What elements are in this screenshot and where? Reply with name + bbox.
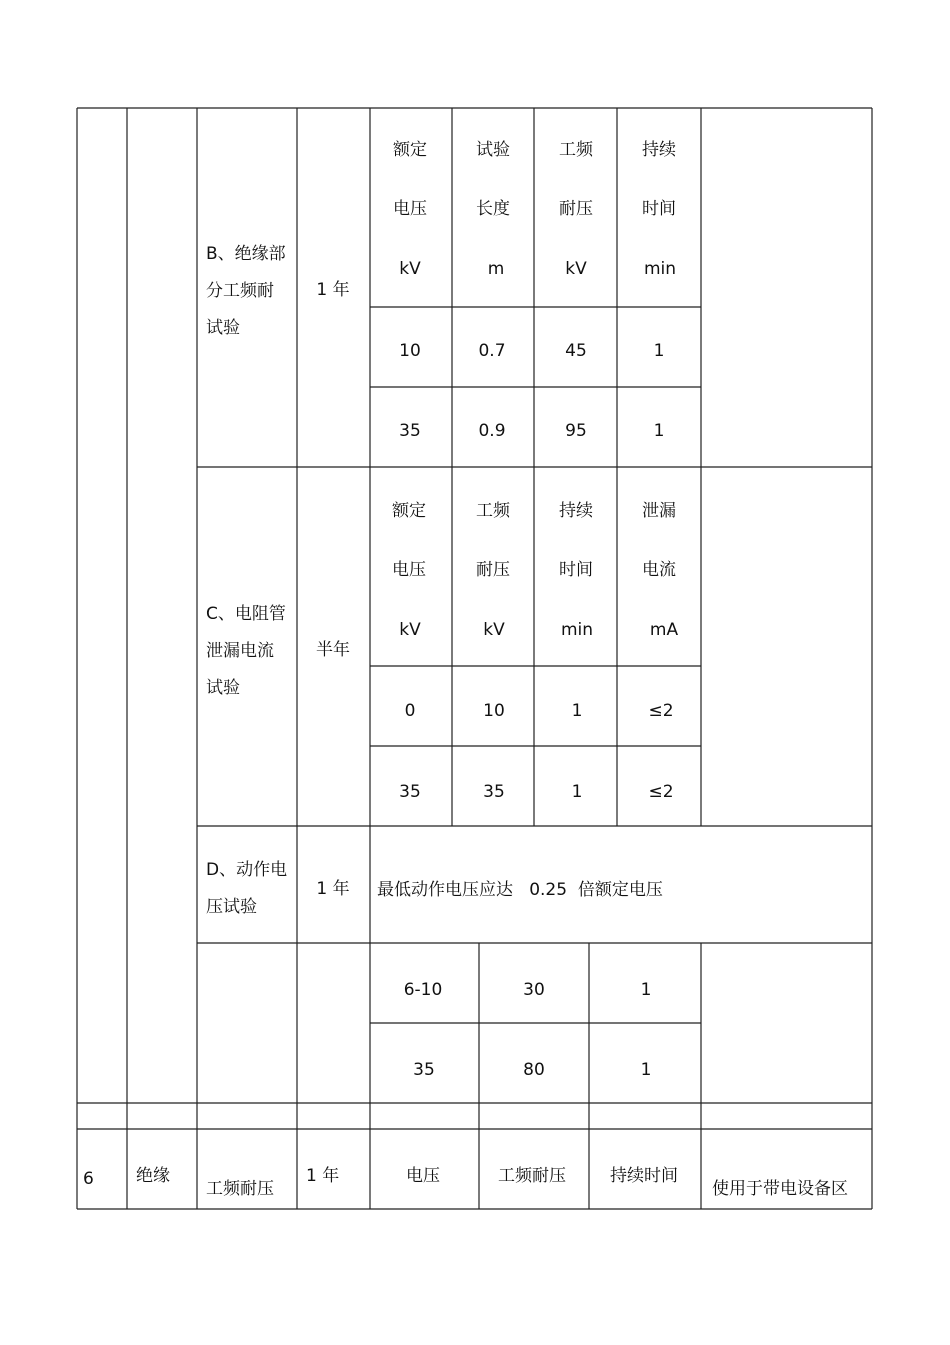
test-b-header-2a: 试验 <box>476 140 510 160</box>
test-b-header-3b: 耐压 <box>559 199 593 219</box>
test-c-header-3b: 时间 <box>559 560 593 580</box>
test-b-header-4c: min <box>643 259 677 279</box>
row6-header: 电压 <box>406 1166 440 1186</box>
test-c-cell: ≤2 <box>648 782 674 802</box>
test-c-cell: 1 <box>571 701 583 721</box>
row6-note: 使用于带电设备区 <box>712 1179 848 1199</box>
test-c-header-4a: 泄漏 <box>642 501 676 521</box>
row6-cycle: 1 年 <box>306 1166 340 1186</box>
test-c-cell: 1 <box>571 782 583 802</box>
test-b-cell: 35 <box>399 421 421 441</box>
extra-row-cell: 30 <box>523 980 545 1000</box>
test-c-item: C、电阻管 泄漏电流 试验 <box>206 604 286 698</box>
test-d-cycle: 1 年 <box>316 879 350 899</box>
test-c-header-3c: min <box>560 620 594 640</box>
test-b-header-3a: 工频 <box>559 140 593 160</box>
test-b-header-4b: 时间 <box>642 199 676 219</box>
extra-row-cell: 1 <box>640 980 652 1000</box>
test-c-header-2c: kV <box>483 620 505 640</box>
test-b-header-1c: kV <box>399 259 421 279</box>
test-c-cell: 0 <box>404 701 416 721</box>
test-c-cell: ≤2 <box>648 701 674 721</box>
row6-item: 工频耐压 <box>206 1179 274 1199</box>
test-b-header-4a: 持续 <box>642 140 676 160</box>
test-c-header-3a: 持续 <box>559 501 593 521</box>
extra-row-cell: 1 <box>640 1060 652 1080</box>
test-b-header-2c: m <box>487 259 505 279</box>
test-c-header-4c: mA <box>649 620 679 640</box>
test-b-item: B、绝缘部 分工频耐 试验 <box>206 244 286 338</box>
test-b-cell: 1 <box>653 421 665 441</box>
test-b-cell: 1 <box>653 341 665 361</box>
test-c-cell: 35 <box>399 782 421 802</box>
test-d-item: D、动作电 压试验 <box>206 860 288 917</box>
test-b-header-2b: 长度 <box>476 199 510 219</box>
row6-number: 6 <box>83 1169 94 1189</box>
test-c-cell: 10 <box>483 701 505 721</box>
test-c-header-2a: 工频 <box>476 501 510 521</box>
test-c-cycle: 半年 <box>316 640 350 660</box>
test-b-cell: 0.7 <box>478 341 506 361</box>
test-b-cell: 10 <box>399 341 421 361</box>
test-c-header-4b: 电流 <box>642 560 676 580</box>
row6-header: 持续时间 <box>610 1166 678 1186</box>
test-c-header-1a: 额定 <box>392 501 426 521</box>
test-b-header-3c: kV <box>565 259 587 279</box>
test-b-cell: 95 <box>565 421 587 441</box>
extra-row-cell: 35 <box>413 1060 435 1080</box>
test-b-header-1b: 电压 <box>393 199 427 219</box>
test-c-header-1c: kV <box>399 620 421 640</box>
test-d-requirement: 最低动作电压应达 0.25 倍额定电压 <box>377 880 663 900</box>
test-b-cell: 0.9 <box>478 421 506 441</box>
test-c-header-1b: 电压 <box>392 560 426 580</box>
row6-name: 绝缘 <box>136 1166 170 1186</box>
test-c-cell: 35 <box>483 782 505 802</box>
test-b-cycle: 1 年 <box>316 280 350 300</box>
row6-header: 工频耐压 <box>498 1166 566 1186</box>
test-b-cell: 45 <box>565 341 587 361</box>
test-c-header-2b: 耐压 <box>476 560 510 580</box>
extra-row-cell: 6-10 <box>403 980 443 1000</box>
test-b-header-1a: 额定 <box>393 140 427 160</box>
extra-row-cell: 80 <box>523 1060 545 1080</box>
